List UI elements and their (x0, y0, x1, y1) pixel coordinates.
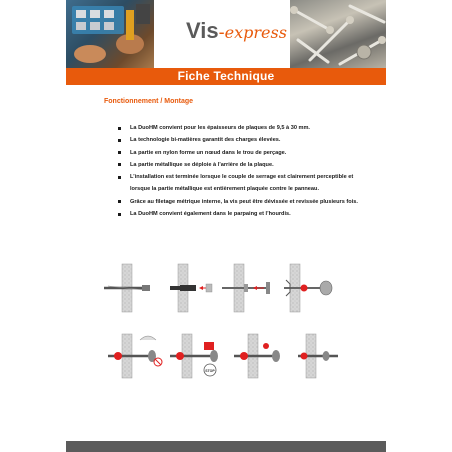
step-drill-diagram (104, 264, 150, 312)
list-item (118, 122, 368, 134)
bullet-square-icon (118, 163, 121, 166)
stop-label: STOP (205, 369, 215, 373)
list-item-text: La partie en nylon forme un nœud dans le trou de perçage. (130, 149, 287, 156)
banner-title: Fiche Technique (66, 68, 386, 85)
step-stop-diagram (170, 334, 218, 378)
list-item (118, 171, 368, 196)
bullet-square-icon (118, 127, 121, 130)
step-final-diagram (298, 334, 338, 378)
list-item-text: La technologie bi-matières garantit des charges élevées. (130, 137, 281, 144)
section-title: Fonctionnement / Montage (104, 98, 194, 105)
bullet-square-icon (118, 200, 121, 203)
list-item-text: La DuoHM convient pour les épaisseurs de plaques de 9,5 à 30 mm. (130, 125, 310, 131)
bullet-square-icon (118, 151, 121, 154)
list-item-text: La partie métallique se déploie à l’arrière de la plaque. (130, 161, 274, 168)
step-fixed-diagram (234, 334, 280, 378)
list-item (118, 196, 368, 208)
bullet-square-icon (118, 176, 121, 179)
list-item-text: La DuoHM convient également dans le parpaing et l’hourdis. (130, 211, 291, 218)
bullet-square-icon (118, 139, 121, 142)
tools-photo (66, 0, 154, 68)
logo-express: express (224, 23, 287, 42)
header (66, 0, 386, 68)
bullet-list (118, 122, 368, 220)
list-item-text: L’installation est terminée lorsque le couple de serrage est clairement perceptible et lorsque la partie métallique est entièrement plaquée contre le panneau. (130, 174, 354, 193)
step-tighten-diagram (108, 334, 162, 378)
bullet-square-icon (118, 213, 121, 216)
logo-dash: - (218, 22, 225, 42)
list-item (118, 147, 368, 159)
step-insert-diagram (170, 264, 212, 312)
mounting-diagrams (100, 258, 350, 388)
list-item (118, 134, 368, 146)
screws-photo (290, 0, 386, 68)
list-item-text: Grâce au filetage métrique interne, la vis peut être dévissée et revissée plusieurs fois. (130, 198, 358, 205)
vis-express-logo (186, 18, 296, 52)
step-screw-diagram (222, 264, 270, 312)
list-item (118, 208, 368, 220)
step-expanded-diagram (284, 264, 332, 312)
footer-bar (66, 441, 386, 452)
list-item (118, 159, 368, 171)
logo-vis: Vis (186, 18, 219, 43)
